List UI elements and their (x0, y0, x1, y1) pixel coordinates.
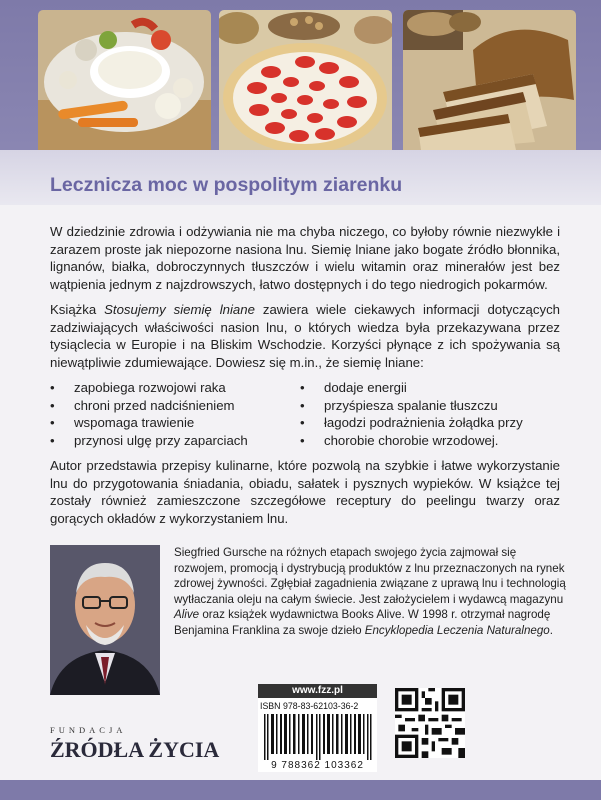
ean-number: 9 788362 103362 (271, 760, 364, 771)
bio-text: Siegfried Gursche na różnych etapach swojego życia zajmował się rozwojem, promocją i dystrybucją produktów z lnu przeznaczonych na rynek zdrowej żywności. Zgłębiał zagadnienia związane z uprawą lnu i technologią wytłaczania oleju na całym świecie. Jest założycielem i wydawcą magazynu (174, 546, 566, 606)
intro-paragraph: W dziedzinie zdrowia i odżywiania nie ma chyba niczego, co byłoby równie niezwykłe i zarazem proste jak niepozorne nasiona lnu. Siemię lniane jako bogate źródło błonnika, lignanów, białka, dobroczynnych tłuszczów i wielu witamin oraz minerałów jest bez wątpienia jednym z najzdrowszych, łatwo dostępnych i do tego niedrogich pokarmów. (50, 224, 560, 292)
bio-text: oraz książek wydawnictwa Books Alive. W 1998 r. otrzymał nagrodę Benjamina Franklina za swoje dzieło (174, 608, 551, 637)
photo-dip-vegetables (38, 10, 211, 150)
list-item: • łagodzi podrażnienia żołądka przy (300, 414, 560, 432)
logo-small-text: FUNDACJA (50, 725, 127, 735)
author-photo (50, 545, 160, 695)
list-item: • przynosi ulgę przy zaparciach (50, 432, 300, 450)
isbn-text: ISBN 978-83-62103-36-2 (260, 701, 359, 711)
qr-code-icon (395, 688, 465, 758)
benefits-list (50, 379, 560, 449)
benefits-left (50, 379, 300, 449)
work-title: Encyklopedia Leczenia Naturalnego (364, 623, 550, 637)
benefits-right (300, 379, 560, 449)
description (50, 223, 560, 535)
publisher-url: www.fzz.pl (258, 684, 377, 698)
publisher-logo (50, 725, 250, 775)
list-item-continuation: chorobie chorobie wrzodowej. (324, 432, 499, 448)
photo-strawberry-tart (219, 10, 392, 150)
book-prefix: Książka (50, 302, 105, 317)
barcode-panel (258, 684, 377, 772)
magazine-title: Alive (174, 608, 200, 621)
logo-big-text: ŹRÓDŁA ŻYCIA (50, 737, 220, 762)
list-item: • chroni przed nadciśnieniem (50, 397, 300, 415)
barcode-icon (262, 714, 373, 760)
recipes-paragraph: Autor przedstawia przepisy kulinarne, które pozwolą na szybkie i łatwe wykorzystanie lnu do przygotowania śniadania, obiadu, sałatek i pysznych wypieków. W książce tej zostały również zamieszczone szczegółowe receptury do peelingu twarzy oraz gorących okładów z wykorzystaniem lnu. (50, 458, 560, 526)
book-title: Stosujemy siemię lniane (104, 302, 255, 317)
book-rest: zawiera wiele ciekawych informacji dotyczących zadziwiających właściwości nasion lnu, o których wiedza była przekazywana przez tysiąclecia w Europie i na Bliskim Wschodzie. Korzyści płynące z ich spożywania są niewątpliwie zdumiewające. Dowiesz się m.in., że siemię lniane: (50, 302, 561, 370)
author-bio (174, 545, 566, 638)
list-item: • wspomaga trawienie (50, 414, 300, 432)
book-paragraph (50, 301, 560, 371)
list-item: • przyśpiesza spalanie tłuszczu (300, 397, 560, 415)
list-item (300, 432, 560, 450)
list-item: • zapobiega rozwojowi raka (50, 379, 300, 397)
bottom-band (0, 780, 601, 800)
list-item: • dodaje energii (300, 379, 560, 397)
bio-text: . (549, 623, 553, 637)
page-title: Lecznicza moc w pospolitym ziarenku (50, 174, 403, 196)
photo-bread-loaf (403, 10, 576, 150)
